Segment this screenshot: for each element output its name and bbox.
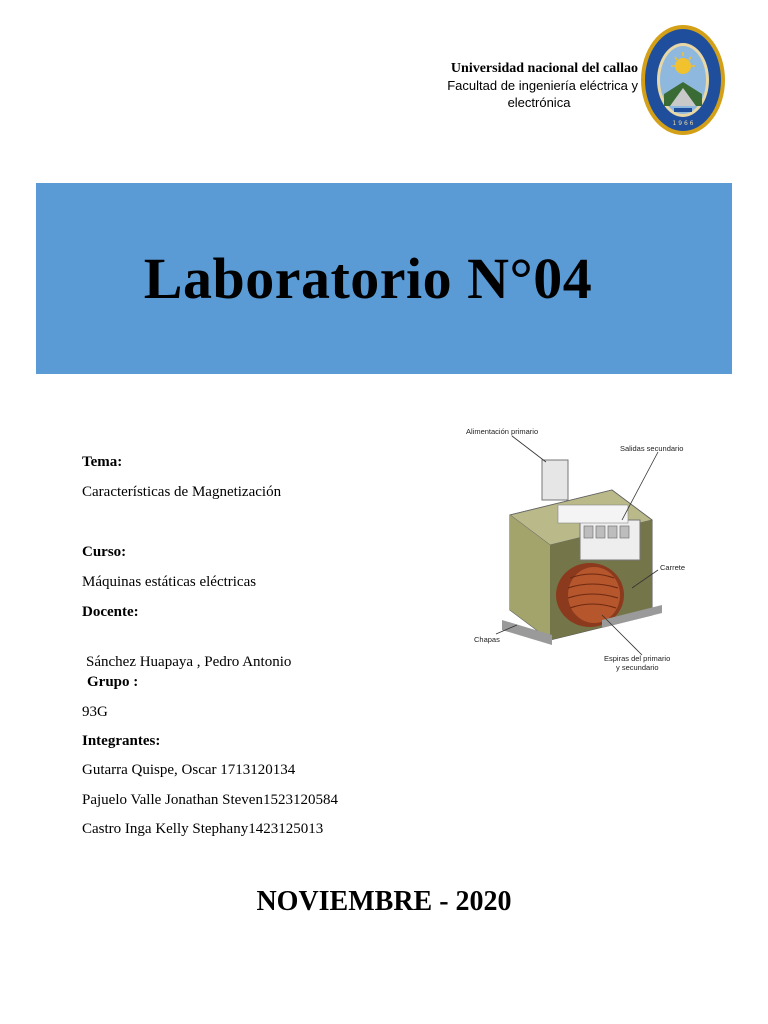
member-item: Pajuelo Valle Jonathan Steven1523120584 <box>82 792 338 808</box>
transformer-diagram <box>462 420 712 690</box>
faculty-name-line2: electrónica <box>507 95 571 110</box>
document-title: Laboratorio N°04 <box>143 246 593 311</box>
svg-text:1 9 6 6: 1 9 6 6 <box>672 120 694 127</box>
grupo-label: Grupo : <box>87 674 139 690</box>
label-bobbin: Carrete <box>660 563 686 572</box>
grupo-value: 93G <box>82 704 108 720</box>
integrantes-label: Integrantes: <box>82 733 161 749</box>
label-sheets: Chapas <box>474 635 500 644</box>
docente-label: Docente: <box>82 604 139 620</box>
member-item: Castro Inga Kelly Stephany1423125013 <box>82 821 324 837</box>
label-primary-supply: Alimentación primario <box>466 427 539 436</box>
submission-date: NOVIEMBRE - 2020 <box>256 886 512 917</box>
docente-value: Sánchez Huapaya , Pedro Antonio <box>86 654 292 670</box>
institution-header <box>420 60 638 111</box>
curso-value: Máquinas estáticas eléctricas <box>82 574 257 590</box>
label-secondary-outputs: Salidas secundario <box>620 444 684 453</box>
faculty-name-line1: Facultad de ingeniería eléctrica y <box>447 78 638 93</box>
university-name: Universidad nacional del callao <box>450 61 638 76</box>
title-banner <box>36 183 732 374</box>
member-item: Gutarra Quispe, Oscar 1713120134 <box>82 762 296 778</box>
label-windings-line1: Espiras del primario <box>604 654 671 663</box>
label-windings-line2: y secundario <box>616 663 659 672</box>
tema-label: Tema: <box>82 454 123 470</box>
university-seal-logo <box>640 24 726 136</box>
curso-label: Curso: <box>82 544 127 560</box>
tema-value: Características de Magnetización <box>82 484 282 500</box>
